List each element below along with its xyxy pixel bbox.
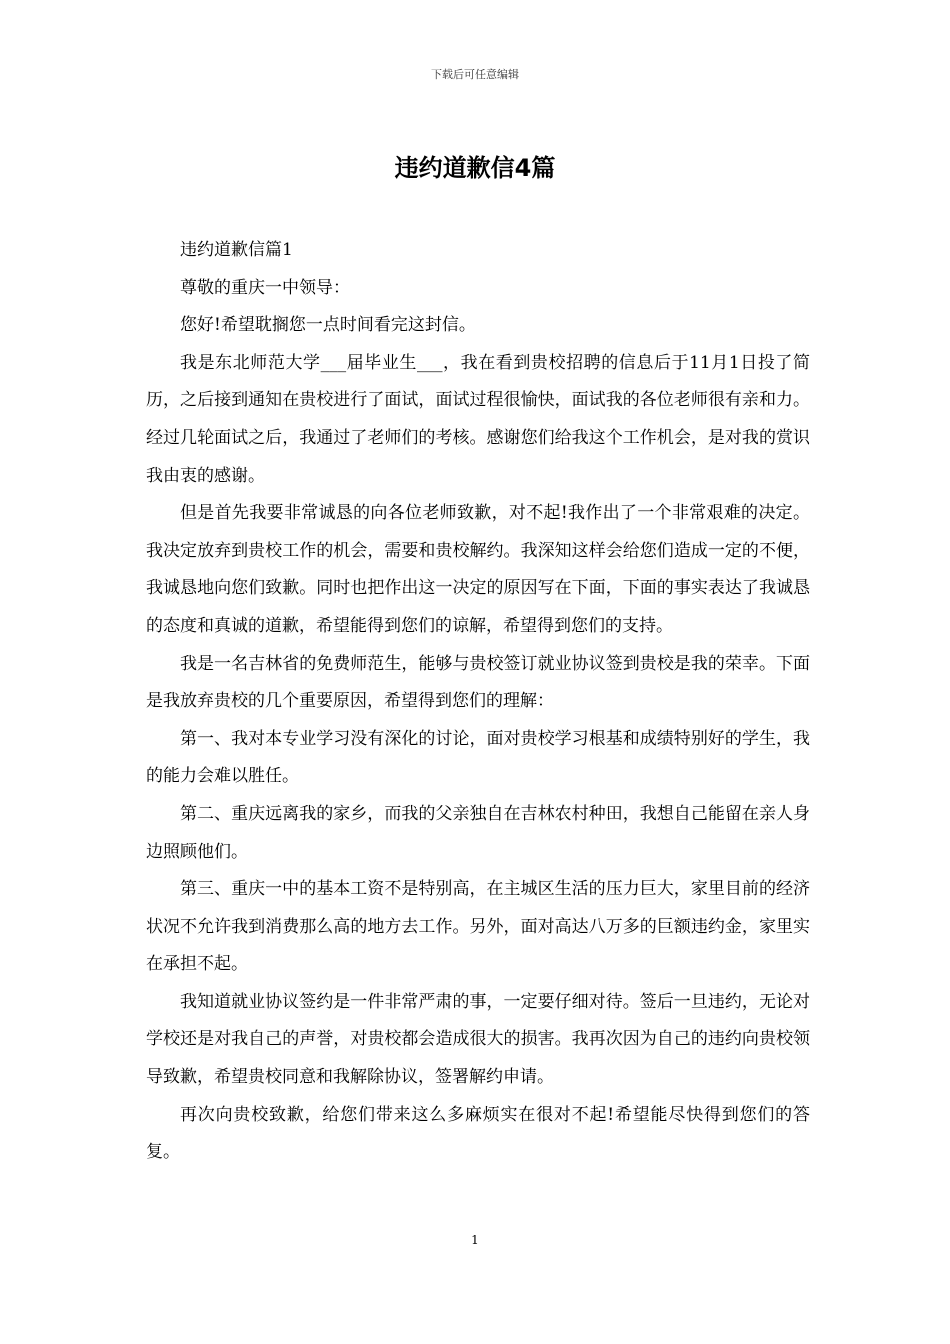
paragraph: 我知道就业协议签约是一件非常严肃的事，一定要仔细对待。签后一旦违约，无论对学校还是对我自己的声誉，对贵校都会造成很大的损害。我再次因为自己的违约向贵校领导致歉，希望贵校同意和我解除协议，签署解约申请。 [146, 991, 810, 1088]
document-title: 违约道歉信4篇 [394, 154, 556, 182]
salutation: 尊敬的重庆一中领导： [180, 277, 350, 298]
paragraph: 再次向贵校致歉，给您们带来这么多麻烦实在很对不起!希望能尽快得到您们的答复。 [146, 1104, 810, 1163]
paragraph: 但是首先我要非常诚恳的向各位老师致歉，对不起!我作出了一个非常艰难的决定。我决定放弃到贵校工作的机会，需要和贵校解约。我深知这样会给您们造成一定的不便，我诚恳地向您们致歉。同时也把作出这一决定的原因写在下面，下面的事实表达了我诚恳的态度和真诚的道歉，希望能得到您们的谅解，希望得到您们的支持。 [146, 503, 810, 636]
header-note: 下载后可任意编辑 [431, 68, 519, 81]
paragraph: 第三、重庆一中的基本工资不是特别高，在主城区生活的压力巨大，家里目前的经济状况不允许我到消费那么高的地方去工作。另外，面对高达八万多的巨额违约金，家里实在承担不起。 [146, 879, 810, 975]
paragraph: 我是东北师范大学___届毕业生___，我在看到贵校招聘的信息后于11月1日投了简历，之后接到通知在贵校进行了面试，面试过程很愉快，面试我的各位老师很有亲和力。经过几轮面试之后，我通过了老师们的考核。感谢您们给我这个工作机会，是对我的赏识我由衷的感谢。 [146, 352, 810, 486]
paragraph: 我是一名吉林省的免费师范生，能够与贵校签订就业协议签到贵校是我的荣幸。下面是我放弃贵校的几个重要原因，希望得到您们的理解： [146, 653, 810, 712]
greeting: 您好!希望耽搁您一点时间看完这封信。 [180, 315, 476, 336]
section-heading: 违约道歉信篇1 [180, 240, 293, 260]
paragraph: 第二、重庆远离我的家乡，而我的父亲独自在吉林农村种田，我想自己能留在亲人身边照顾他们。 [146, 803, 810, 862]
document-body [146, 232, 810, 1172]
page-number: 1 [471, 1233, 479, 1247]
paragraph: 第一、我对本专业学习没有深化的讨论，面对贵校学习根基和成绩特别好的学生，我的能力会难以胜任。 [146, 728, 810, 787]
